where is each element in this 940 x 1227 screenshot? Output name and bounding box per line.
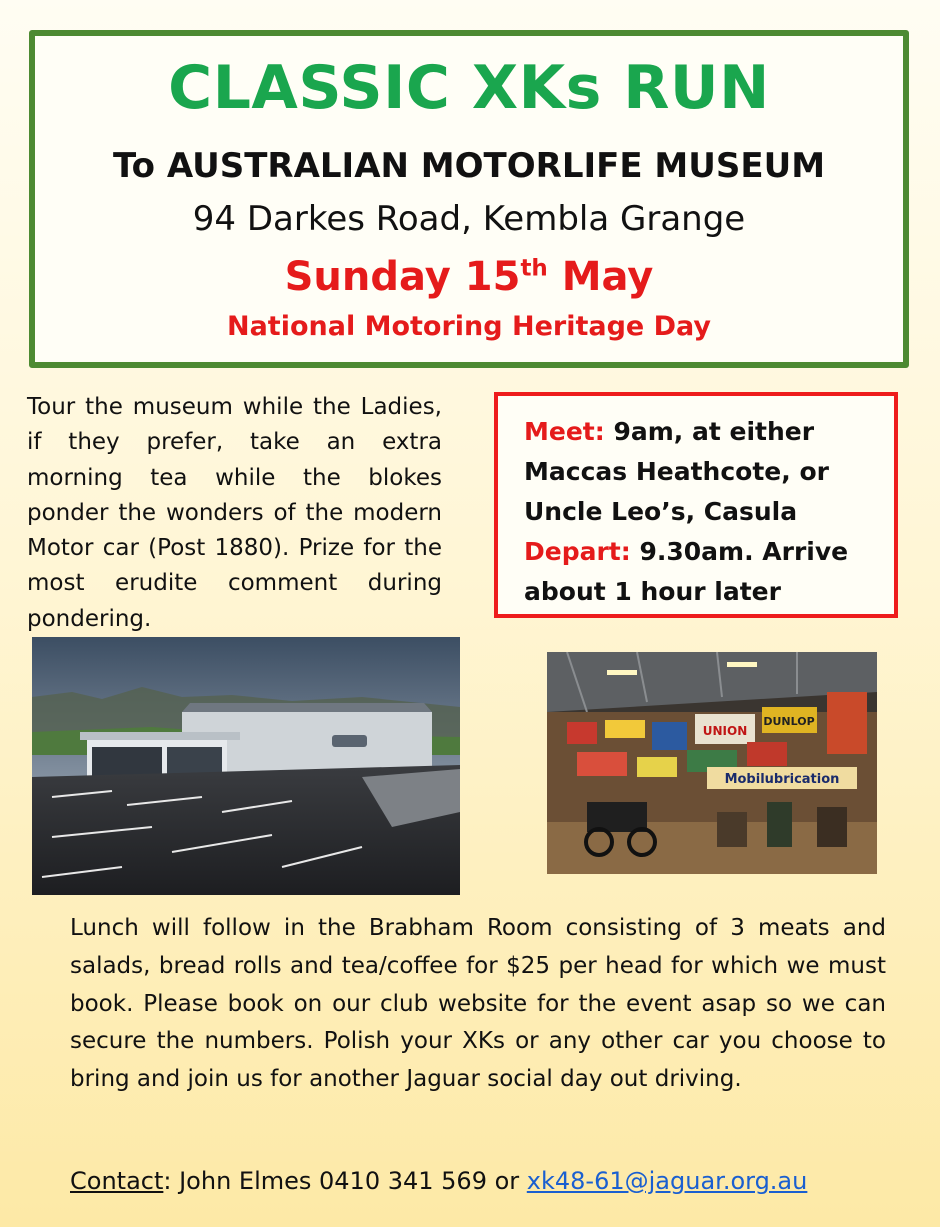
event-title: CLASSIC XKs RUN (168, 53, 770, 123)
event-header (29, 30, 909, 368)
meet-text: 9am, at either Maccas Heathcote, or Uncle Leo’s, Casula (524, 417, 829, 526)
lunch-paragraph: Lunch will follow in the Brabham Room consisting of 3 meats and salads, bread rolls and tea/coffee for $25 per head for which we must book. Please book on our club website for the event asap so we can secure the numbers. Polish your XKs or any other car you choose to bring and join us for another Jaguar social day out driving. (70, 915, 886, 1093)
depart-label: Depart: (524, 537, 631, 566)
event-date (35, 254, 903, 300)
event-destination: To AUSTRALIAN MOTORLIFE MUSEUM (112, 146, 826, 186)
event-occasion: National Motoring Heritage Day (226, 311, 712, 342)
interior-sign-mobil: Mobilubrication (724, 772, 840, 787)
date-suffix: th (520, 255, 548, 282)
contact-line (70, 1167, 807, 1195)
museum-interior-photo (547, 652, 877, 874)
event-address: 94 Darkes Road, Kembla Grange (192, 199, 746, 239)
meet-info-box (494, 392, 898, 618)
museum-exterior-photo (32, 637, 460, 895)
depart-text: 9.30am. Arrive about 1 hour later (524, 537, 849, 606)
contact-label: Contact (70, 1167, 164, 1195)
date-month: May (547, 254, 654, 300)
interior-sign-dunlop: DUNLOP (763, 715, 815, 728)
interior-sign-union: UNION (702, 724, 748, 738)
intro-paragraph: Tour the museum while the Ladies, if they prefer, take an extra morning tea while the blokes ponder the wonders of the modern Motor car (Post 1880). Prize for the most erudite comment during pondering. (27, 394, 442, 632)
contact-details: : John Elmes 0410 341 569 or (163, 1167, 527, 1195)
date-main: Sunday 15 (284, 254, 521, 300)
meet-label: Meet: (524, 417, 605, 446)
contact-email-link[interactable]: xk48-61@jaguar.org.au (526, 1167, 808, 1195)
